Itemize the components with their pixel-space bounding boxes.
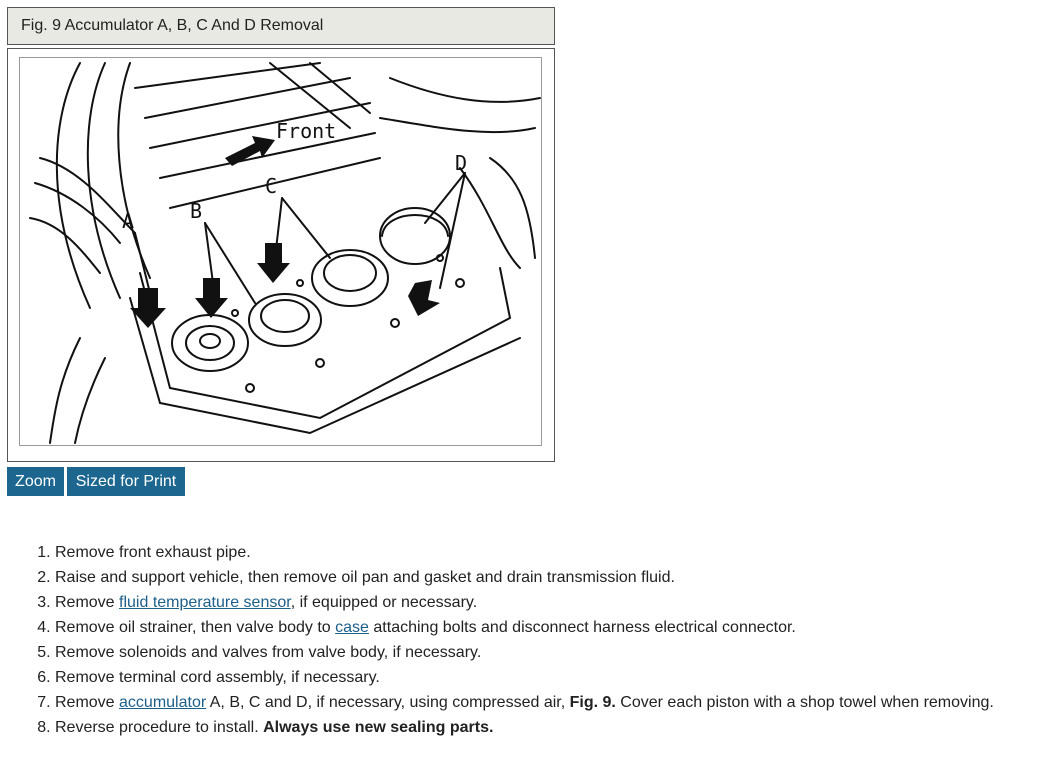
accumulator-a-piston [186, 326, 234, 360]
label-d: D [455, 151, 468, 175]
accumulator-d-piston [382, 215, 448, 236]
casing-line [75, 358, 105, 443]
casing-line [145, 78, 350, 118]
casing-line [50, 338, 80, 443]
arrow-a-icon [130, 288, 166, 328]
accumulator-link[interactable]: accumulator [119, 694, 207, 711]
accumulator-a-piston [172, 315, 248, 371]
arrow-b-icon [195, 278, 228, 318]
front-label: Front [276, 119, 337, 143]
casing-line [310, 63, 370, 113]
zoom-button[interactable]: Zoom [7, 467, 64, 496]
accumulator-diagram [20, 58, 542, 446]
case-link[interactable]: case [335, 619, 369, 636]
figure-image [19, 57, 542, 446]
step-item: 4. Remove oil strainer, then valve body to case attaching bolts and disconnect harness electrical connector. [55, 615, 1062, 640]
casing-line [490, 158, 535, 258]
arrow-c-icon [257, 243, 290, 283]
sized-for-print-button[interactable]: Sized for Print [67, 467, 185, 496]
accumulator-c-piston [312, 250, 388, 306]
step-item: 7. Remove accumulator A, B, C and D, if necessary, using compressed air, Fig. 9. Cover each piston with a shop towel when removing. [55, 690, 1062, 715]
fluid-temperature-sensor-link[interactable]: fluid temperature sensor [119, 594, 291, 611]
front-arrow-icon [225, 136, 275, 166]
casing-line [118, 63, 150, 278]
step-item: 1. Remove front exhaust pipe. [55, 540, 1062, 565]
step-item: 2. Raise and support vehicle, then remove oil pan and gasket and drain transmission fluid. [55, 565, 1062, 590]
arrow-d-icon [408, 280, 440, 316]
label-a: A [122, 209, 135, 233]
casing-line [460, 168, 520, 268]
accumulator-b-piston [261, 300, 309, 332]
casing-line [30, 218, 100, 273]
casing-line [380, 118, 535, 132]
label-c: C [265, 174, 278, 198]
step-item: 8. Reverse procedure to install. Always use new sealing parts. [55, 715, 1062, 740]
step-item: 3. Remove fluid temperature sensor, if equipped or necessary. [55, 590, 1062, 615]
figure-title: Fig. 9 Accumulator A, B, C And D Removal [7, 7, 555, 45]
figure-frame [7, 48, 555, 462]
casing-line [390, 78, 540, 102]
leader-line-d [440, 173, 465, 288]
accumulator-a-piston [200, 334, 220, 348]
step-item: 6. Remove terminal cord assembly, if necessary. [55, 665, 1062, 690]
accumulator-c-piston [324, 255, 376, 291]
procedure-steps [0, 540, 1062, 740]
casing-line [140, 268, 510, 418]
step-item: 5. Remove solenoids and valves from valve body, if necessary. [55, 640, 1062, 665]
label-b: B [190, 199, 203, 223]
leader-line-c [282, 198, 330, 258]
casing-line [35, 183, 120, 243]
casing-line [57, 63, 90, 308]
casing-line [135, 63, 320, 88]
accumulator-b-piston [249, 294, 321, 346]
